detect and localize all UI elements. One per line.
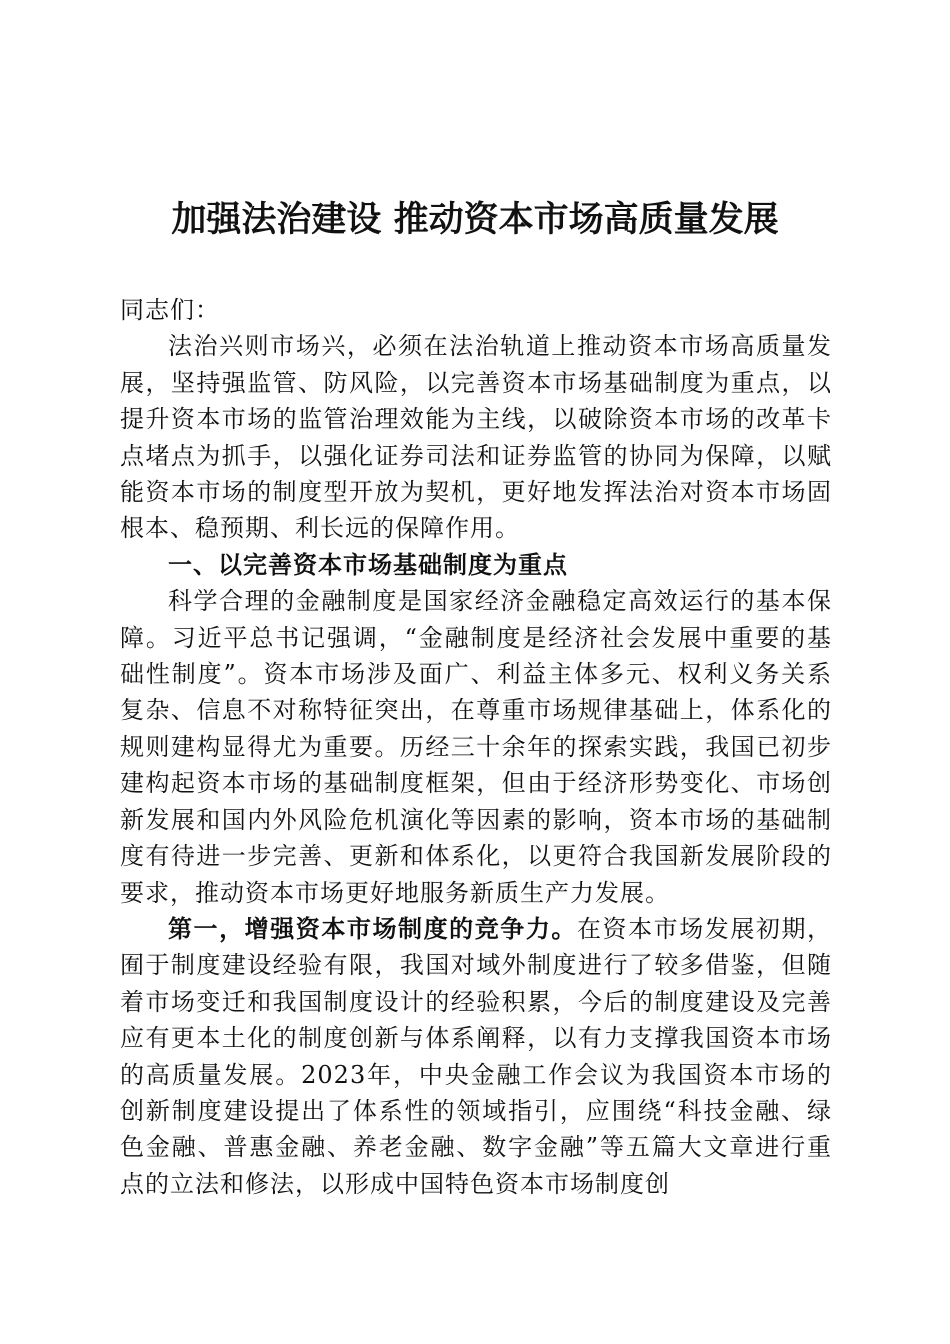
point-paragraph: [120, 911, 832, 1202]
intro-paragraph: 法治兴则市场兴，必须在法治轨道上推动资本市场高质量发展，坚持强监管、防风险，以完善资本市场基础制度为重点，以提升资本市场的监管治理效能为主线，以破除资本市场的改革卡点堵点为抓手，以强化证券司法和证券监管的协同为保障，以赋能资本市场的制度型开放为契机，更好地发挥法治对资本市场固根本、稳预期、利长远的保障作用。: [120, 332, 832, 543]
document-title: 加强法治建设 推动资本市场高质量发展: [171, 199, 779, 240]
salutation: 同志们：: [120, 296, 220, 324]
point-text: 在资本市场发展初期，囿于制度建设经验有限，我国对域外制度进行了较多借鉴，但随着市场变迁和我国制度设计的经验积累，今后的制度建设及完善应有更本土化的制度创新与体系阐释，以有力支撑我国资本市场的高质量发展。2023年，中央金融工作会议为我国资本市场的创新制度建设提出了体系性的领域指引，应围绕“科技金融、绿色金融、普惠金融、养老金融、数字金融”等五篇大文章进行重点的立法和修法，以形成中国特色资本市场制度创: [120, 914, 833, 1198]
section-heading: 一、以完善资本市场基础制度为重点: [168, 550, 568, 579]
point-lead: 第一，增强资本市场制度的竞争力。: [168, 913, 577, 943]
section-paragraph: 科学合理的金融制度是国家经济金融稳定高效运行的基本保障。习近平总书记强调，“金融制度是经济社会发展中重要的基础性制度”。资本市场涉及面广、利益主体多元、权利义务关系复杂、信息不对称特征突出，在尊重市场规律基础上，体系化的规则建构显得尤为重要。历经三十余年的探索实践，我国已初步建构起资本市场的基础制度框架，但由于经济形势变化、市场创新发展和国内外风险危机演化等因素的影响，资本市场的基础制度有待进一步完善、更新和体系化，以更符合我国新发展阶段的要求，推动资本市场更好地服务新质生产力发展。: [120, 587, 832, 907]
document-body: [120, 292, 832, 1202]
